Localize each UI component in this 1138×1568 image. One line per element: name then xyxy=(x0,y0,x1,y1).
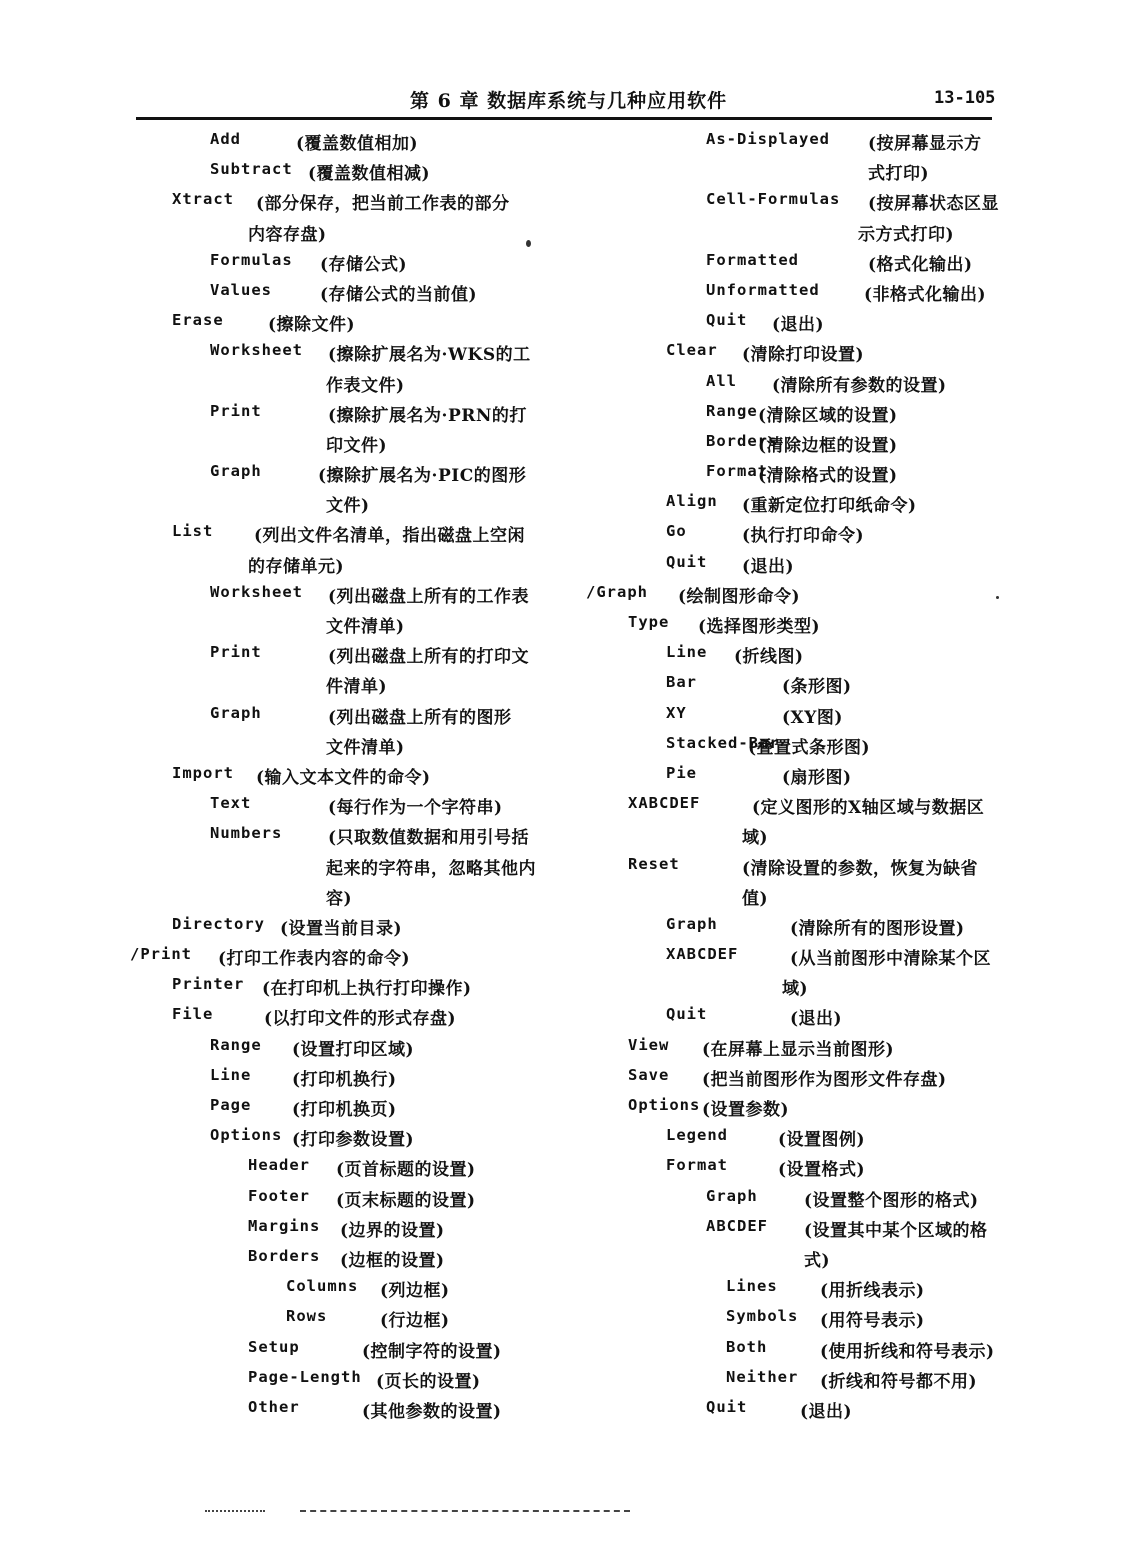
command-name: Quit xyxy=(706,311,748,330)
menu-entry xyxy=(586,217,1026,247)
command-description: (打印工作表内容的命令) xyxy=(218,949,411,970)
menu-entry xyxy=(130,518,600,548)
command-description: (在打印机上执行打印操作) xyxy=(262,979,472,1000)
command-name: Text xyxy=(210,794,252,813)
menu-entry xyxy=(130,609,600,639)
menu-entry xyxy=(130,730,600,760)
command-name: Align xyxy=(666,492,718,511)
menu-entry xyxy=(586,1394,1026,1424)
menu-entry xyxy=(586,277,1026,307)
menu-entry xyxy=(586,307,1026,337)
command-description: (折线和符号都不用) xyxy=(820,1371,978,1392)
command-name: Clear xyxy=(666,341,718,360)
menu-entry xyxy=(130,247,600,277)
command-description: (部分保存，把当前工作表的部分 xyxy=(256,194,510,215)
command-name: Graph xyxy=(706,1186,758,1205)
footer-rule xyxy=(205,1510,265,1512)
menu-entry xyxy=(130,790,600,820)
menu-entry xyxy=(586,1364,1026,1394)
menu-entry xyxy=(586,1001,1026,1031)
command-name: Rows xyxy=(286,1307,328,1326)
command-name: Setup xyxy=(248,1337,300,1356)
menu-entry xyxy=(586,1243,1026,1273)
command-description: (边界的设置) xyxy=(340,1220,445,1241)
command-description: (在屏幕上显示当前图形) xyxy=(702,1039,895,1060)
command-description: 件清单) xyxy=(326,677,388,698)
command-description: (只取数值数据和用引号括 xyxy=(328,828,530,849)
command-name: Printer xyxy=(172,975,245,994)
command-description: 示方式打印) xyxy=(858,224,955,245)
command-name: View xyxy=(628,1035,670,1054)
menu-entry xyxy=(130,1273,600,1303)
command-description: (列出磁盘上所有的图形 xyxy=(328,707,512,728)
menu-entry xyxy=(130,639,600,669)
command-description: (格式化输出) xyxy=(868,254,973,275)
menu-entry xyxy=(130,1001,600,1031)
command-description: (清除设置的参数，恢复为缺省 xyxy=(742,858,979,879)
command-description: 文件清单) xyxy=(326,737,405,758)
command-description: (擦除扩展名为·PIC的图形 xyxy=(318,466,527,487)
command-description: (打印机换页) xyxy=(292,1100,397,1120)
command-description: (非格式化输出) xyxy=(864,284,987,305)
command-name: Header xyxy=(248,1156,310,1175)
menu-entry xyxy=(130,760,600,790)
command-name: Worksheet xyxy=(210,341,303,360)
command-name: Quit xyxy=(666,552,708,571)
command-name: Graph xyxy=(210,462,262,481)
menu-entry xyxy=(130,820,600,850)
command-name: Formatted xyxy=(706,250,799,269)
command-name: List xyxy=(172,522,214,541)
command-name: Borders xyxy=(706,431,779,450)
command-name: Cell-Formulas xyxy=(706,190,841,209)
command-name: Graph xyxy=(666,914,718,933)
command-name: All xyxy=(706,371,737,390)
command-name: Line xyxy=(210,1065,252,1084)
command-name: Other xyxy=(248,1397,300,1416)
command-description: (覆盖数值相减) xyxy=(308,164,431,185)
command-description: (存储公式的当前值) xyxy=(320,284,478,305)
command-name: Save xyxy=(628,1065,670,1084)
menu-entry xyxy=(130,881,600,911)
command-description: (设置当前目录) xyxy=(280,918,403,939)
command-name: Page-Length xyxy=(248,1367,362,1386)
command-name: Add xyxy=(210,130,241,148)
menu-entry xyxy=(130,700,600,730)
command-name: Quit xyxy=(706,1397,748,1416)
menu-entry xyxy=(586,126,1026,156)
command-name: Symbols xyxy=(726,1307,799,1326)
menu-entry xyxy=(586,639,1026,669)
command-description: 作表文件) xyxy=(326,375,405,396)
menu-entry xyxy=(586,609,1026,639)
menu-entry xyxy=(586,1032,1026,1062)
command-description: (按屏幕状态区显 xyxy=(868,194,1000,215)
command-description: (从当前图形中清除某个区 xyxy=(790,949,992,970)
command-description: 值) xyxy=(742,888,769,909)
command-description: (行边框) xyxy=(380,1311,450,1332)
menu-entry xyxy=(586,458,1026,488)
command-name: Range xyxy=(706,401,758,420)
command-name: Format xyxy=(706,462,768,481)
command-name: Print xyxy=(210,643,262,662)
command-description: (每行作为一个字符串) xyxy=(328,798,503,819)
command-description: (其他参数的设置) xyxy=(362,1401,502,1422)
menu-entry xyxy=(586,730,1026,760)
command-name: Both xyxy=(726,1337,768,1356)
menu-entry xyxy=(130,458,600,488)
command-name: Graph xyxy=(210,703,262,722)
menu-entry xyxy=(586,820,1026,850)
command-name: Options xyxy=(210,1126,283,1145)
command-description: (存储公式) xyxy=(320,254,408,275)
menu-entry xyxy=(130,911,600,941)
command-name: Line xyxy=(666,643,708,662)
menu-entry xyxy=(586,398,1026,428)
command-name: Subtract xyxy=(210,160,293,179)
command-description: (清除区域的设置) xyxy=(758,405,898,426)
command-name: Lines xyxy=(726,1277,778,1296)
menu-entry xyxy=(586,1183,1026,1213)
menu-entry xyxy=(586,579,1026,609)
command-description: (用符号表示) xyxy=(820,1311,925,1332)
command-description: (条形图) xyxy=(782,677,852,698)
command-description: (输入文本文件的命令) xyxy=(256,767,431,788)
menu-entry xyxy=(130,126,600,156)
menu-entry xyxy=(130,851,600,881)
command-name: As-Displayed xyxy=(706,130,830,148)
menu-entry xyxy=(586,1303,1026,1333)
menu-entry xyxy=(586,1062,1026,1092)
menu-entry xyxy=(586,549,1026,579)
menu-entry xyxy=(130,1032,600,1062)
menu-entry xyxy=(586,1152,1026,1182)
menu-entry xyxy=(586,186,1026,216)
command-name: Borders xyxy=(248,1246,321,1265)
page-number: 13-105 xyxy=(934,88,996,108)
menu-entry xyxy=(586,1273,1026,1303)
command-name: /Graph xyxy=(586,582,648,601)
menu-entry xyxy=(130,1213,600,1243)
command-name: XABCDEF xyxy=(628,794,701,813)
command-description: (列出文件名清单，指出磁盘上空闲 xyxy=(254,526,526,547)
command-name: XY xyxy=(666,703,687,722)
command-description: 起来的字符串，忽略其他内 xyxy=(326,858,536,879)
command-name: Stacked-Bar xyxy=(666,733,780,752)
command-description: (边框的设置) xyxy=(340,1250,445,1271)
command-description: (擦除扩展名为·PRN的打 xyxy=(328,405,527,426)
command-name: Reset xyxy=(628,854,680,873)
command-description: 域) xyxy=(742,828,769,849)
menu-entry xyxy=(130,186,600,216)
command-description: (退出) xyxy=(772,315,825,336)
command-name: Directory xyxy=(172,914,265,933)
command-description: (退出) xyxy=(800,1401,853,1422)
command-description: (清除所有的图形设置) xyxy=(790,918,965,939)
menu-entry xyxy=(586,1092,1026,1122)
command-description: (设置其中某个区域的格 xyxy=(804,1220,988,1241)
menu-entry xyxy=(130,277,600,307)
command-name: Page xyxy=(210,1096,252,1114)
command-name: Print xyxy=(210,401,262,420)
command-name: Go xyxy=(666,522,687,541)
menu-entry xyxy=(586,760,1026,790)
command-description: (扇形图) xyxy=(782,767,852,788)
menu-entry xyxy=(586,247,1026,277)
command-name: Columns xyxy=(286,1277,359,1296)
command-description: (退出) xyxy=(790,1009,843,1030)
menu-entry xyxy=(586,1122,1026,1152)
command-description: (设置格式) xyxy=(778,1160,866,1181)
command-description: 式打印) xyxy=(868,164,930,185)
command-description: (按屏幕显示方 xyxy=(868,134,982,154)
command-description: (选择图形类型) xyxy=(698,617,821,637)
menu-entry xyxy=(130,156,600,186)
menu-entry xyxy=(130,1303,600,1333)
menu-entry xyxy=(586,700,1026,730)
command-name: Legend xyxy=(666,1126,728,1145)
chapter-title: 第 6 章 数据库系统与几种应用软件 xyxy=(410,90,728,112)
menu-entry xyxy=(130,1062,600,1092)
command-description: (列出磁盘上所有的打印文 xyxy=(328,647,530,668)
command-description: (清除所有参数的设置) xyxy=(772,375,947,396)
menu-entry xyxy=(130,669,600,699)
command-description: (设置打印区域) xyxy=(292,1039,415,1060)
menu-entry xyxy=(586,368,1026,398)
menu-entry xyxy=(586,337,1026,367)
command-name: Bar xyxy=(666,673,697,692)
command-name: /Print xyxy=(130,945,192,964)
header-rule xyxy=(136,117,992,120)
command-name: XABCDEF xyxy=(666,945,739,964)
menu-entry xyxy=(586,1213,1026,1243)
menu-entry xyxy=(130,337,600,367)
command-name: Margins xyxy=(248,1216,321,1235)
command-description: (绘制图形命令) xyxy=(678,586,801,607)
print-speck xyxy=(526,240,531,247)
command-description: (页长的设置) xyxy=(376,1371,481,1392)
command-description: (用折线表示) xyxy=(820,1281,925,1302)
command-name: Values xyxy=(210,280,272,299)
command-description: (打印机换行) xyxy=(292,1069,397,1090)
command-description: 域) xyxy=(782,979,809,1000)
menu-entry xyxy=(586,941,1026,971)
command-name: File xyxy=(172,1005,214,1024)
command-name: Xtract xyxy=(172,190,234,209)
command-name: Worksheet xyxy=(210,582,303,601)
command-description: 的存储单元) xyxy=(248,556,345,577)
page-header xyxy=(0,0,1138,130)
command-name: Numbers xyxy=(210,824,283,843)
menu-entry xyxy=(130,1092,600,1122)
command-description: (设置整个图形的格式) xyxy=(804,1190,979,1211)
command-name: Footer xyxy=(248,1186,310,1205)
menu-entry xyxy=(130,971,600,1001)
command-description: 文件) xyxy=(326,496,370,517)
menu-entry xyxy=(130,1152,600,1182)
menu-entry xyxy=(130,1394,600,1424)
menu-entry xyxy=(586,881,1026,911)
menu-entry xyxy=(586,428,1026,458)
command-description: (设置图例) xyxy=(778,1130,866,1151)
command-description: (控制字符的设置) xyxy=(362,1341,502,1362)
menu-entry xyxy=(130,549,600,579)
command-name: Neither xyxy=(726,1367,799,1386)
right-column xyxy=(586,126,1026,1424)
command-description: (重新定位打印纸命令) xyxy=(742,496,917,517)
menu-entry xyxy=(586,669,1026,699)
menu-entry xyxy=(130,1243,600,1273)
menu-entry xyxy=(130,428,600,458)
command-name: Options xyxy=(628,1096,701,1114)
command-description: (清除打印设置) xyxy=(742,345,865,366)
command-description: (执行打印命令) xyxy=(742,526,865,547)
command-name: Pie xyxy=(666,763,697,782)
command-description: (设置参数) xyxy=(702,1100,790,1120)
command-description: (擦除文件) xyxy=(268,315,356,336)
command-description: (退出) xyxy=(742,556,795,577)
menu-entry xyxy=(130,579,600,609)
command-description: (定义图形的X轴区域与数据区 xyxy=(752,798,985,819)
menu-entry xyxy=(130,1183,600,1213)
command-description: (列出磁盘上所有的工作表 xyxy=(328,586,530,607)
command-description: (清除边框的设置) xyxy=(758,435,898,456)
command-description: (折线图) xyxy=(734,647,804,668)
command-name: Range xyxy=(210,1035,262,1054)
menu-entry xyxy=(586,851,1026,881)
menu-entry xyxy=(130,941,600,971)
command-description: (使用折线和符号表示) xyxy=(820,1341,995,1362)
command-description: (叠置式条形图) xyxy=(748,737,871,758)
command-description: (擦除扩展名为·WKS的工 xyxy=(328,345,531,366)
left-column xyxy=(130,126,600,1424)
menu-entry xyxy=(130,1364,600,1394)
command-name: Erase xyxy=(172,311,224,330)
print-speck xyxy=(996,596,999,599)
menu-entry xyxy=(130,1334,600,1364)
command-description: 式) xyxy=(804,1250,831,1271)
command-name: Quit xyxy=(666,1005,708,1024)
command-description: (打印参数设置) xyxy=(292,1130,415,1151)
command-description: (把当前图形作为图形文件存盘) xyxy=(702,1069,947,1090)
command-description: (清除格式的设置) xyxy=(758,466,898,487)
command-name: Unformatted xyxy=(706,280,820,299)
menu-entry xyxy=(130,307,600,337)
command-description: 内容存盘) xyxy=(248,224,327,245)
footer-rule xyxy=(300,1510,630,1512)
command-name: ABCDEF xyxy=(706,1216,768,1235)
menu-entry xyxy=(586,518,1026,548)
menu-entry xyxy=(130,398,600,428)
command-description: (以打印文件的形式存盘) xyxy=(264,1009,457,1030)
menu-entry xyxy=(130,488,600,518)
menu-entry xyxy=(586,156,1026,186)
menu-entry xyxy=(130,1122,600,1152)
menu-entry xyxy=(586,1334,1026,1364)
command-description: (列边框) xyxy=(380,1281,450,1302)
menu-entry xyxy=(586,488,1026,518)
command-description: 印文件) xyxy=(326,435,388,456)
command-name: Format xyxy=(666,1156,728,1175)
command-description: 容) xyxy=(326,888,353,909)
menu-entry xyxy=(586,971,1026,1001)
command-description: 文件清单) xyxy=(326,617,405,637)
menu-entry xyxy=(130,368,600,398)
command-description: (XY图) xyxy=(782,707,843,728)
command-name: Formulas xyxy=(210,250,293,269)
command-name: Type xyxy=(628,613,670,631)
menu-entry xyxy=(586,790,1026,820)
command-description: (覆盖数值相加) xyxy=(296,134,419,154)
command-name: Import xyxy=(172,763,234,782)
command-description: (页末标题的设置) xyxy=(336,1190,476,1211)
command-description: (页首标题的设置) xyxy=(336,1160,476,1181)
menu-entry xyxy=(586,911,1026,941)
